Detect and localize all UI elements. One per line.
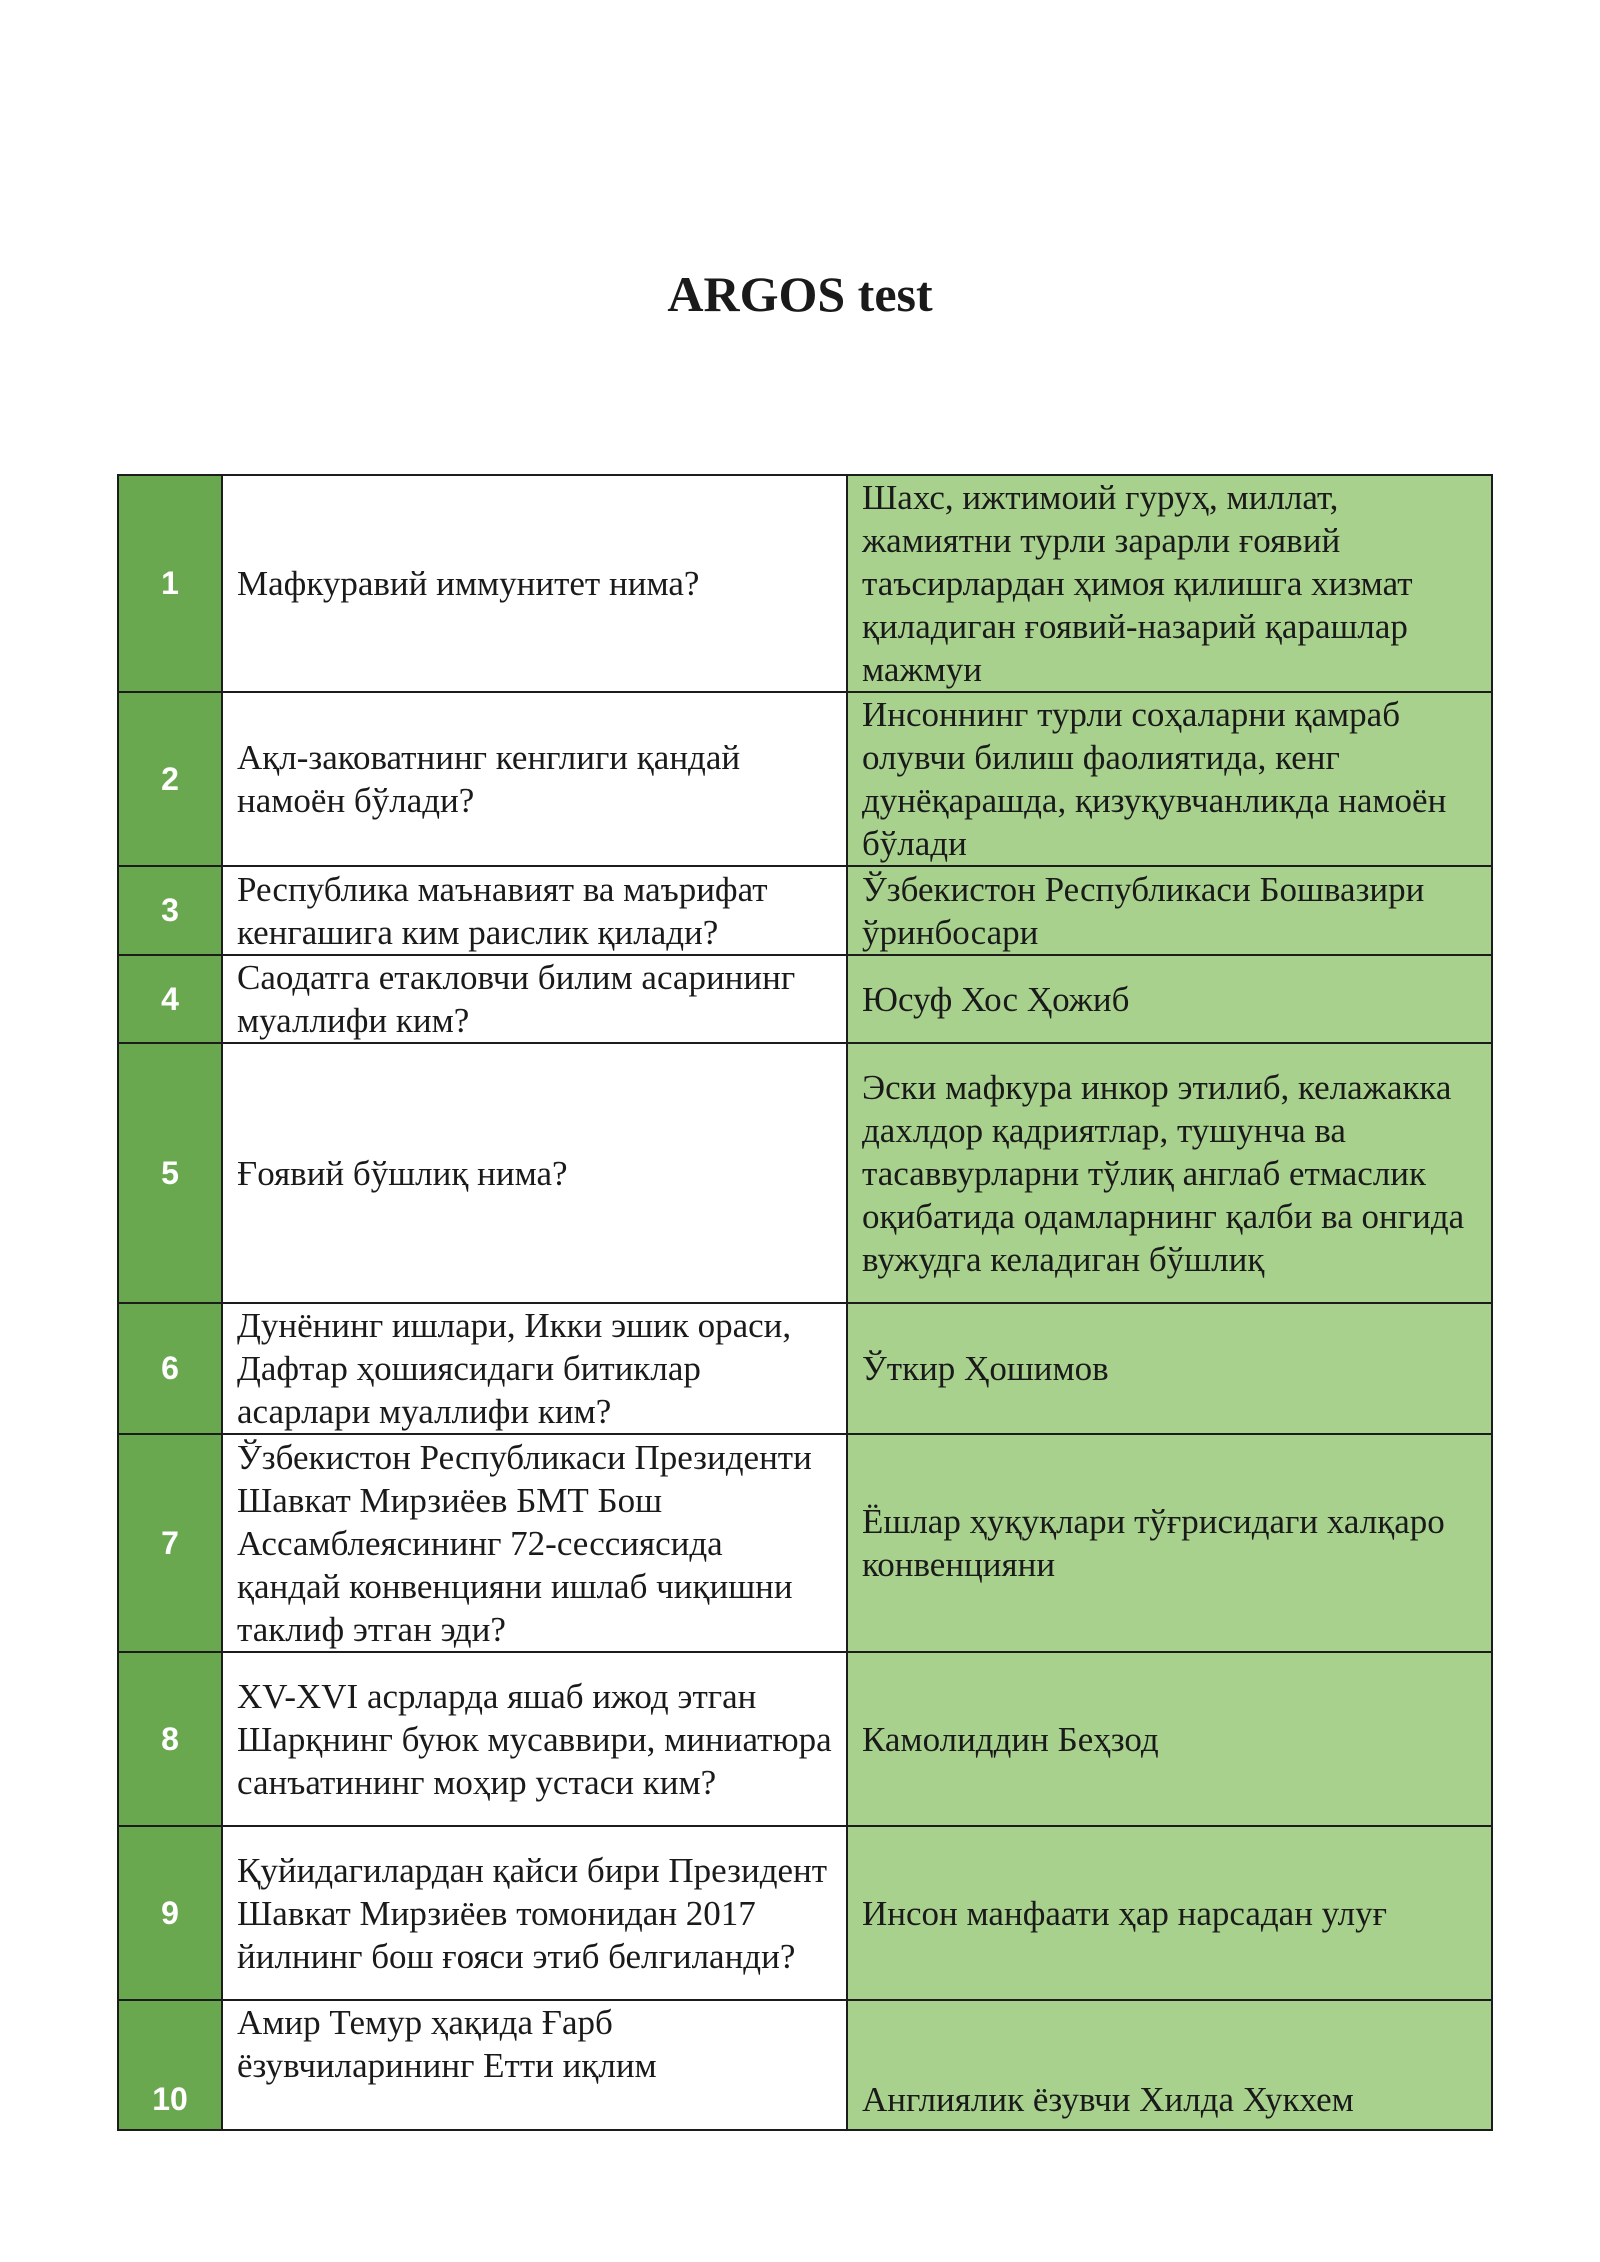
question-text: Республика маънавият ва маърифат кенгашига ким раислик қилади? xyxy=(222,866,847,955)
answer-text: Эски мафкура инкор этилиб, келажакка дахлдор қадриятлар, тушунча ва тасаввурларни тўлиқ англаб етмаслик оқибатида одамларнинг қалби ва онгида вужудга келадиган бўшлиқ xyxy=(847,1043,1492,1303)
question-text: Амир Темур ҳақида Ғарб ёзувчиларининг Етти иқлим xyxy=(222,2000,847,2130)
table-row xyxy=(118,955,1492,1043)
question-text: Ақл-заковатнинг кенглиги қандай намоён бўлади? xyxy=(222,692,847,866)
answer-text: Юсуф Хос Ҳожиб xyxy=(847,955,1492,1043)
question-text: XV-XVI асрларда яшаб ижод этган Шарқнинг буюк мусаввири, миниатюра санъатининг моҳир устаси ким? xyxy=(222,1652,847,1826)
question-number: 7 xyxy=(118,1434,222,1652)
table-row xyxy=(118,692,1492,866)
table-row xyxy=(118,1303,1492,1434)
question-number: 9 xyxy=(118,1826,222,2000)
answer-text: Инсон манфаати ҳар нарсадан улуғ xyxy=(847,1826,1492,2000)
question-number: 2 xyxy=(118,692,222,866)
answer-text: Ёшлар ҳуқуқлари тўғрисидаги халқаро конвенцияни xyxy=(847,1434,1492,1652)
table-row xyxy=(118,1826,1492,2000)
answer-text: Англиялик ёзувчи Хилда Хукхем xyxy=(847,2000,1492,2130)
question-text: Дунёнинг ишлари, Икки эшик ораси, Дафтар ҳошиясидаги битиклар асарлари муаллифи ким? xyxy=(222,1303,847,1434)
table-row xyxy=(118,866,1492,955)
question-number: 3 xyxy=(118,866,222,955)
answer-text: Инсоннинг турли соҳаларни қамраб олувчи билиш фаолиятида, кенг дунёқарашда, қизуқувчанликда намоён бўлади xyxy=(847,692,1492,866)
question-text: Мафкуравий иммунитет нима? xyxy=(222,475,847,692)
question-number: 10 xyxy=(118,2000,222,2130)
answer-text: Ўткир Ҳошимов xyxy=(847,1303,1492,1434)
question-text: Ғоявий бўшлиқ нима? xyxy=(222,1043,847,1303)
question-text: Қуйидагилардан қайси бири Президент Шавкат Мирзиёев томонидан 2017 йилнинг бош ғояси этиб белгиланди? xyxy=(222,1826,847,2000)
answer-text: Ўзбекистон Республикаси Бошвазири ўринбосари xyxy=(847,866,1492,955)
page-title: ARGOS test xyxy=(667,266,933,322)
table-row xyxy=(118,1652,1492,1826)
table-row xyxy=(118,1434,1492,1652)
table-row xyxy=(118,1043,1492,1303)
qa-table xyxy=(117,474,1493,2131)
question-text: Ўзбекистон Республикаси Президенти Шавкат Мирзиёев БМТ Бош Ассамблеясининг 72-сессиясида қандай конвенцияни ишлаб чиқишни таклиф этган эди? xyxy=(222,1434,847,1652)
question-text: Саодатга етакловчи билим асарининг муаллифи ким? xyxy=(222,955,847,1043)
question-number: 1 xyxy=(118,475,222,692)
question-number: 4 xyxy=(118,955,222,1043)
question-number: 5 xyxy=(118,1043,222,1303)
answer-text: Камолиддин Беҳзод xyxy=(847,1652,1492,1826)
question-number: 6 xyxy=(118,1303,222,1434)
answer-text: Шахс, ижтимоий гуруҳ, миллат, жамиятни турли зарарли ғоявий таъсирлардан ҳимоя қилишга хизмат қиладиган ғоявий-назарий қарашлар мажмуи xyxy=(847,475,1492,692)
table-row xyxy=(118,2000,1492,2130)
question-number: 8 xyxy=(118,1652,222,1826)
table-row xyxy=(118,475,1492,692)
